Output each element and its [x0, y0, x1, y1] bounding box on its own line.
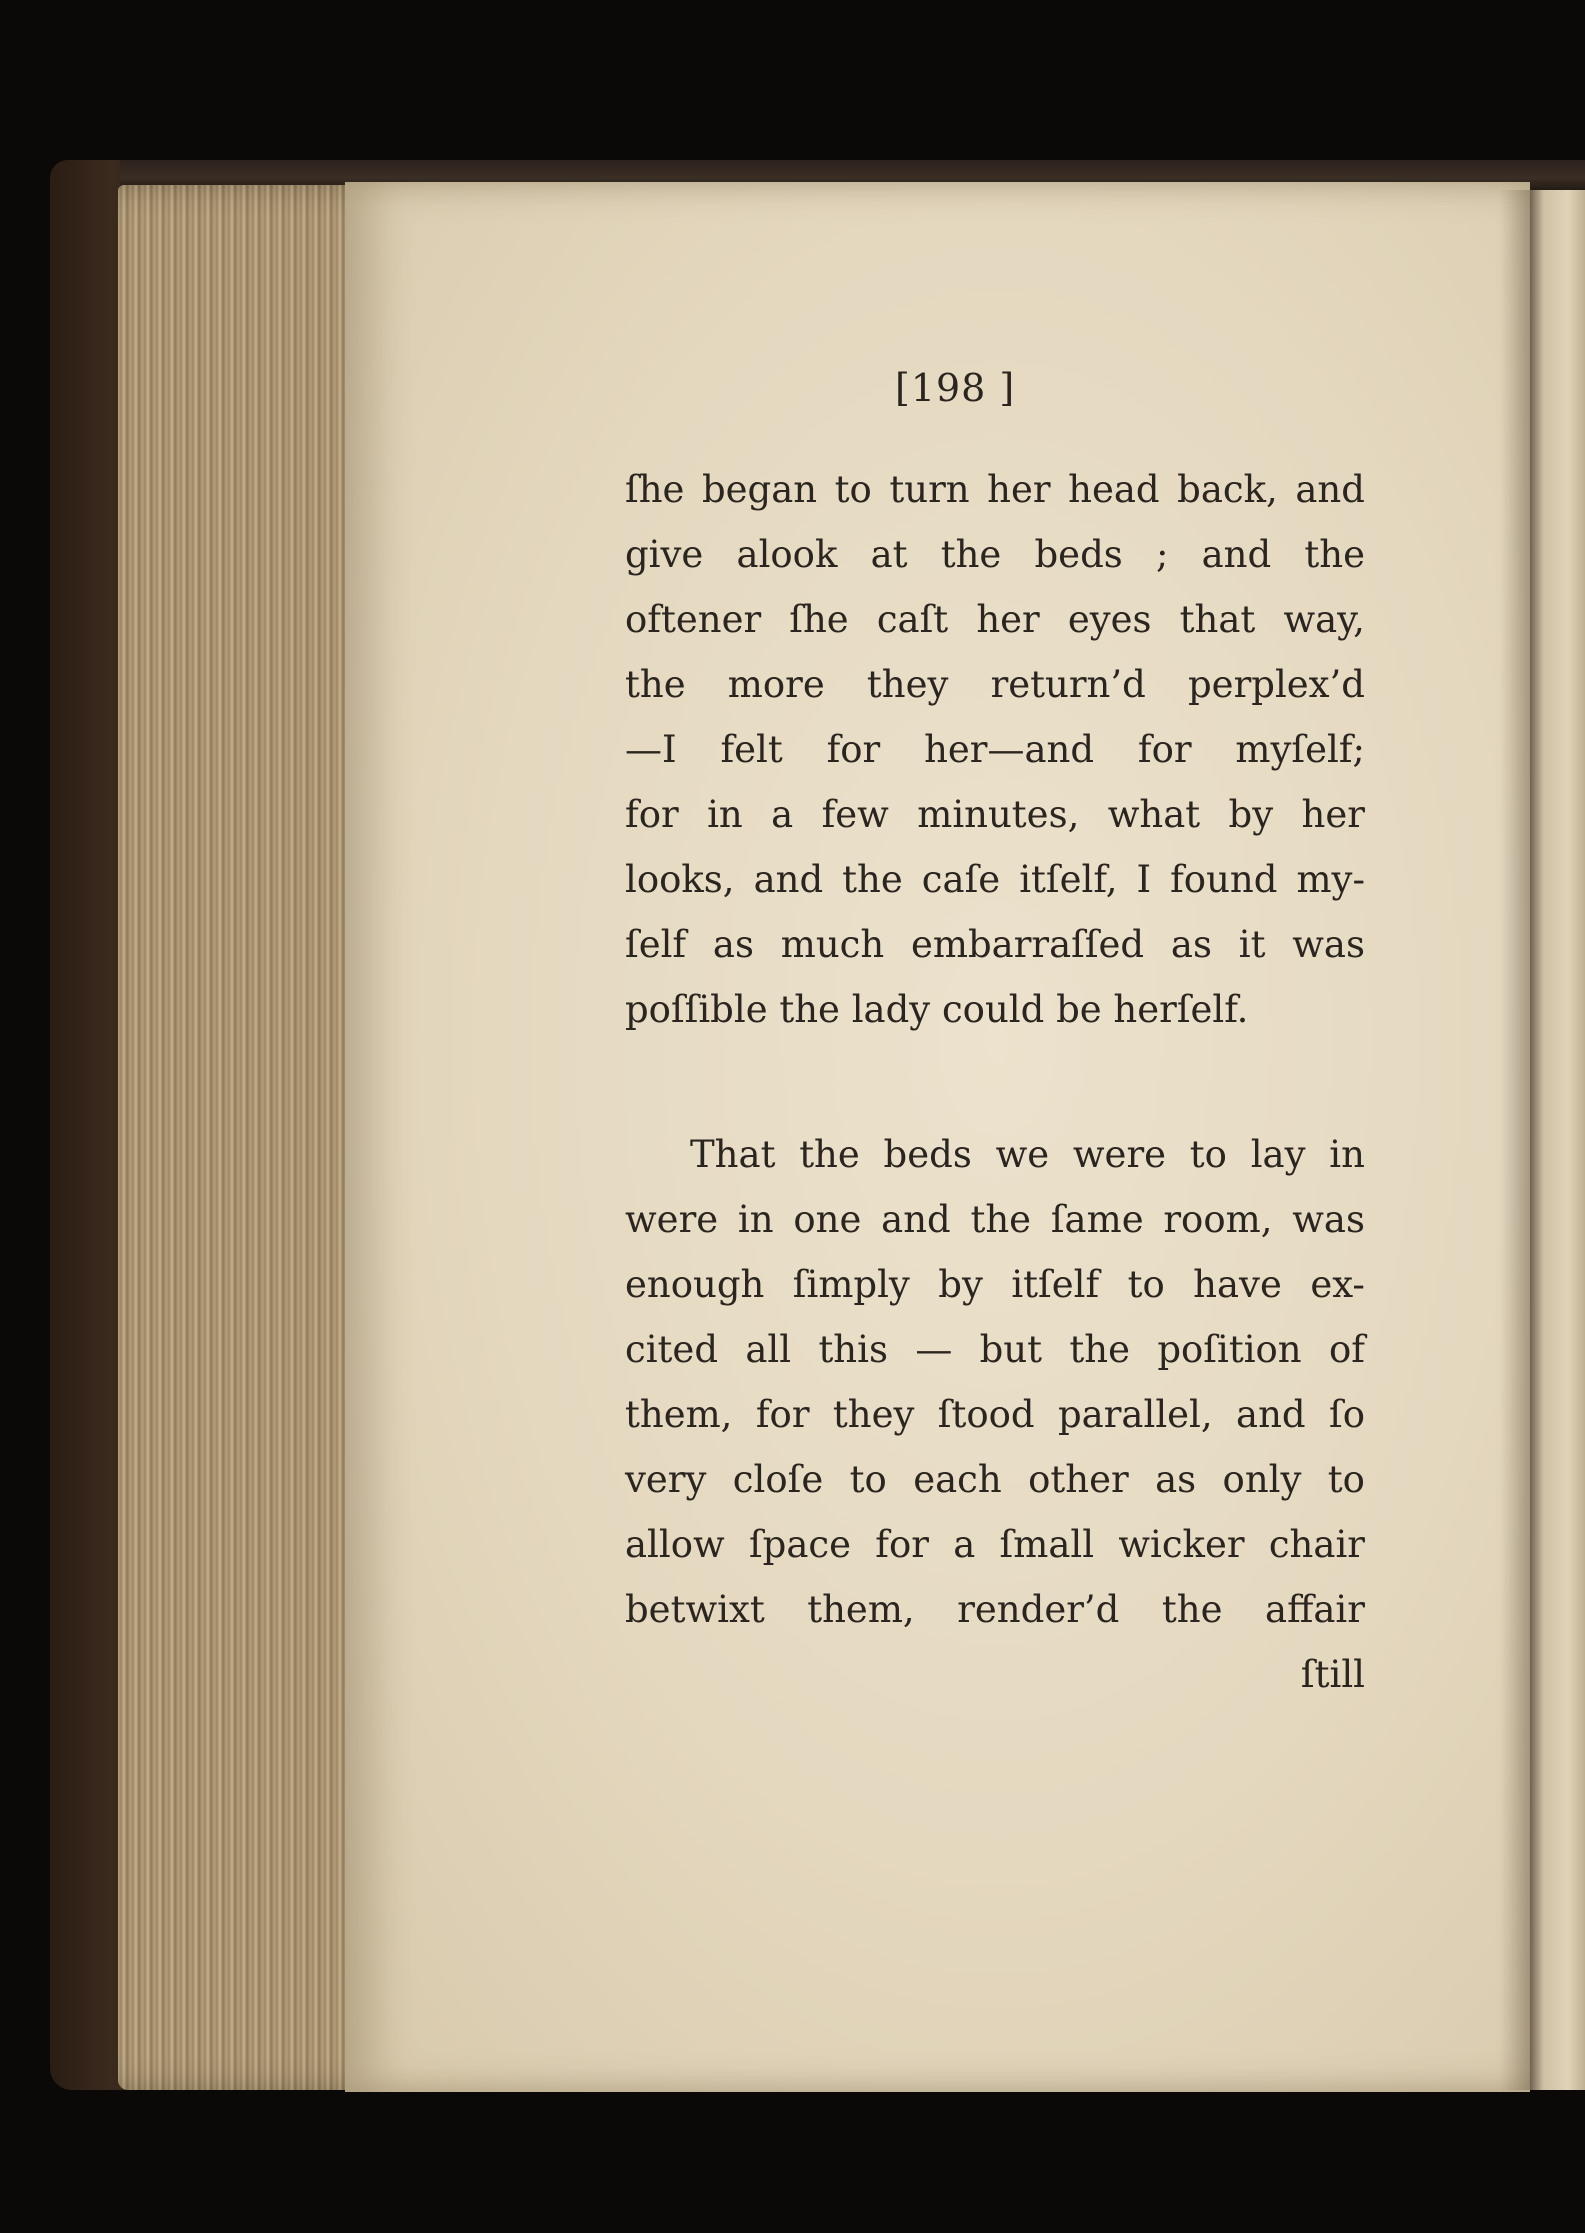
word: in: [737, 1198, 774, 1241]
word: to: [1127, 1263, 1165, 1306]
word: ſimply: [792, 1263, 910, 1306]
word: room,: [1163, 1198, 1273, 1241]
word: myſelf;: [1235, 728, 1365, 771]
word: was: [1292, 1198, 1365, 1241]
text-line: [625, 1450, 1365, 1510]
word: cloſe: [732, 1458, 824, 1501]
word: and: [1295, 468, 1365, 511]
word: That: [690, 1133, 776, 1176]
word: parallel,: [1058, 1393, 1213, 1436]
word: betwixt: [625, 1588, 765, 1631]
text-line: [625, 1255, 1365, 1315]
word: head: [1068, 468, 1160, 511]
word: minutes,: [917, 793, 1080, 836]
word: poſition: [1157, 1328, 1302, 1371]
word: as: [712, 923, 754, 966]
text-line: [625, 1385, 1365, 1445]
facing-page-edge: [1530, 190, 1585, 2090]
word: them,: [807, 1588, 915, 1631]
word: much: [780, 923, 885, 966]
word: eyes: [1067, 598, 1152, 641]
word: this: [818, 1328, 888, 1371]
word: —: [915, 1328, 953, 1371]
word: the: [625, 663, 686, 706]
text-line: [625, 655, 1365, 715]
word: to: [834, 468, 872, 511]
word: looks,: [625, 858, 735, 901]
word: cited: [625, 1328, 719, 1371]
word: caſe: [921, 858, 1001, 901]
text-line: [625, 785, 1365, 845]
word: the: [799, 1133, 860, 1176]
word: her—and: [924, 728, 1095, 771]
word: back,: [1177, 468, 1278, 511]
word: itſelf: [1011, 1263, 1100, 1306]
word: and: [1236, 1393, 1306, 1436]
word: alook: [736, 533, 838, 576]
word: for: [875, 1523, 929, 1566]
word: embarraſſed: [910, 923, 1145, 966]
word: was: [1292, 923, 1365, 966]
word: at: [870, 533, 908, 576]
word: for: [625, 793, 679, 836]
word: caſt: [876, 598, 949, 641]
word: in: [707, 793, 743, 836]
word: as: [1155, 1458, 1197, 1501]
word: the: [940, 533, 1002, 576]
word: began: [701, 468, 818, 511]
word: way,: [1283, 598, 1365, 641]
word: ſo: [1329, 1393, 1365, 1436]
word: the: [1304, 533, 1365, 576]
word: give: [625, 533, 704, 576]
text-line: [625, 525, 1365, 585]
word: ſmall: [999, 1523, 1095, 1566]
word: were: [625, 1198, 719, 1241]
word: we: [995, 1133, 1050, 1176]
word: the: [842, 858, 903, 901]
word: I: [1136, 858, 1152, 901]
word: them,: [625, 1393, 733, 1436]
word: felt: [720, 728, 783, 771]
word: the: [1161, 1588, 1223, 1631]
word: to: [1327, 1458, 1365, 1501]
word: wicker: [1118, 1523, 1245, 1566]
page-number: [198 ]: [895, 366, 1016, 410]
word: a: [771, 793, 794, 836]
word: but: [979, 1328, 1043, 1371]
word: ſame: [1050, 1198, 1144, 1241]
word: render’d: [957, 1588, 1120, 1631]
word: as: [1170, 923, 1212, 966]
word: the: [970, 1198, 1032, 1241]
word: ex-: [1310, 1263, 1365, 1306]
text-line: poſſible the lady could be herſelf.: [625, 988, 1249, 1031]
text-line: [625, 1125, 1365, 1185]
word: beds: [883, 1133, 972, 1176]
word: ſelf: [625, 923, 687, 966]
word: her: [987, 468, 1051, 511]
word: ſpace: [748, 1523, 852, 1566]
word: few: [821, 793, 889, 836]
text-line: [625, 1190, 1365, 1250]
word: by: [938, 1263, 983, 1306]
word: for: [826, 728, 881, 771]
word: beds: [1034, 533, 1123, 576]
word: more: [727, 663, 825, 706]
word: her: [1301, 793, 1365, 836]
word: to: [1189, 1133, 1227, 1176]
word: that: [1179, 598, 1256, 641]
word: they: [832, 1393, 915, 1436]
word: lay: [1250, 1133, 1306, 1176]
word: —I: [625, 728, 677, 771]
word: very: [625, 1458, 707, 1501]
catchword: ſtill: [1300, 1653, 1365, 1696]
word: allow: [625, 1523, 725, 1566]
text-line: [625, 720, 1365, 780]
word: a: [953, 1523, 976, 1566]
word: found: [1170, 858, 1278, 901]
text-line: [625, 1515, 1365, 1575]
word: and: [881, 1198, 951, 1241]
text-line: [625, 915, 1365, 975]
word: ;: [1155, 533, 1169, 576]
word: one: [793, 1198, 862, 1241]
word: in: [1329, 1133, 1365, 1176]
text-line: [625, 850, 1365, 910]
word: for: [1137, 728, 1192, 771]
word: perplex’d: [1188, 663, 1365, 706]
word: her: [976, 598, 1040, 641]
word: enough: [625, 1263, 765, 1306]
word: ſhe: [789, 598, 849, 641]
word: have: [1193, 1263, 1282, 1306]
word: affair: [1265, 1588, 1365, 1631]
word: the: [1069, 1328, 1130, 1371]
word: they: [866, 663, 949, 706]
word: other: [1028, 1458, 1129, 1501]
word: oftener: [625, 598, 762, 641]
text-line: [625, 1580, 1365, 1640]
word: to: [849, 1458, 887, 1501]
text-line: [625, 590, 1365, 650]
text-line: [625, 460, 1365, 520]
word: by: [1228, 793, 1274, 836]
word: what: [1107, 793, 1201, 836]
word: turn: [889, 468, 970, 511]
word: and: [753, 858, 824, 901]
word: return’d: [990, 663, 1146, 706]
text-line: [625, 1320, 1365, 1380]
word: only: [1222, 1458, 1302, 1501]
word: were: [1072, 1133, 1167, 1176]
word: chair: [1268, 1523, 1365, 1566]
word: it: [1238, 923, 1266, 966]
word: itſelf,: [1019, 858, 1118, 901]
word: of: [1328, 1328, 1365, 1371]
word: and: [1201, 533, 1272, 576]
word: ſtood: [937, 1393, 1035, 1436]
word: all: [745, 1328, 792, 1371]
word: my-: [1296, 858, 1365, 901]
word: each: [913, 1458, 1002, 1501]
word: for: [755, 1393, 810, 1436]
word: ſhe: [625, 468, 685, 511]
